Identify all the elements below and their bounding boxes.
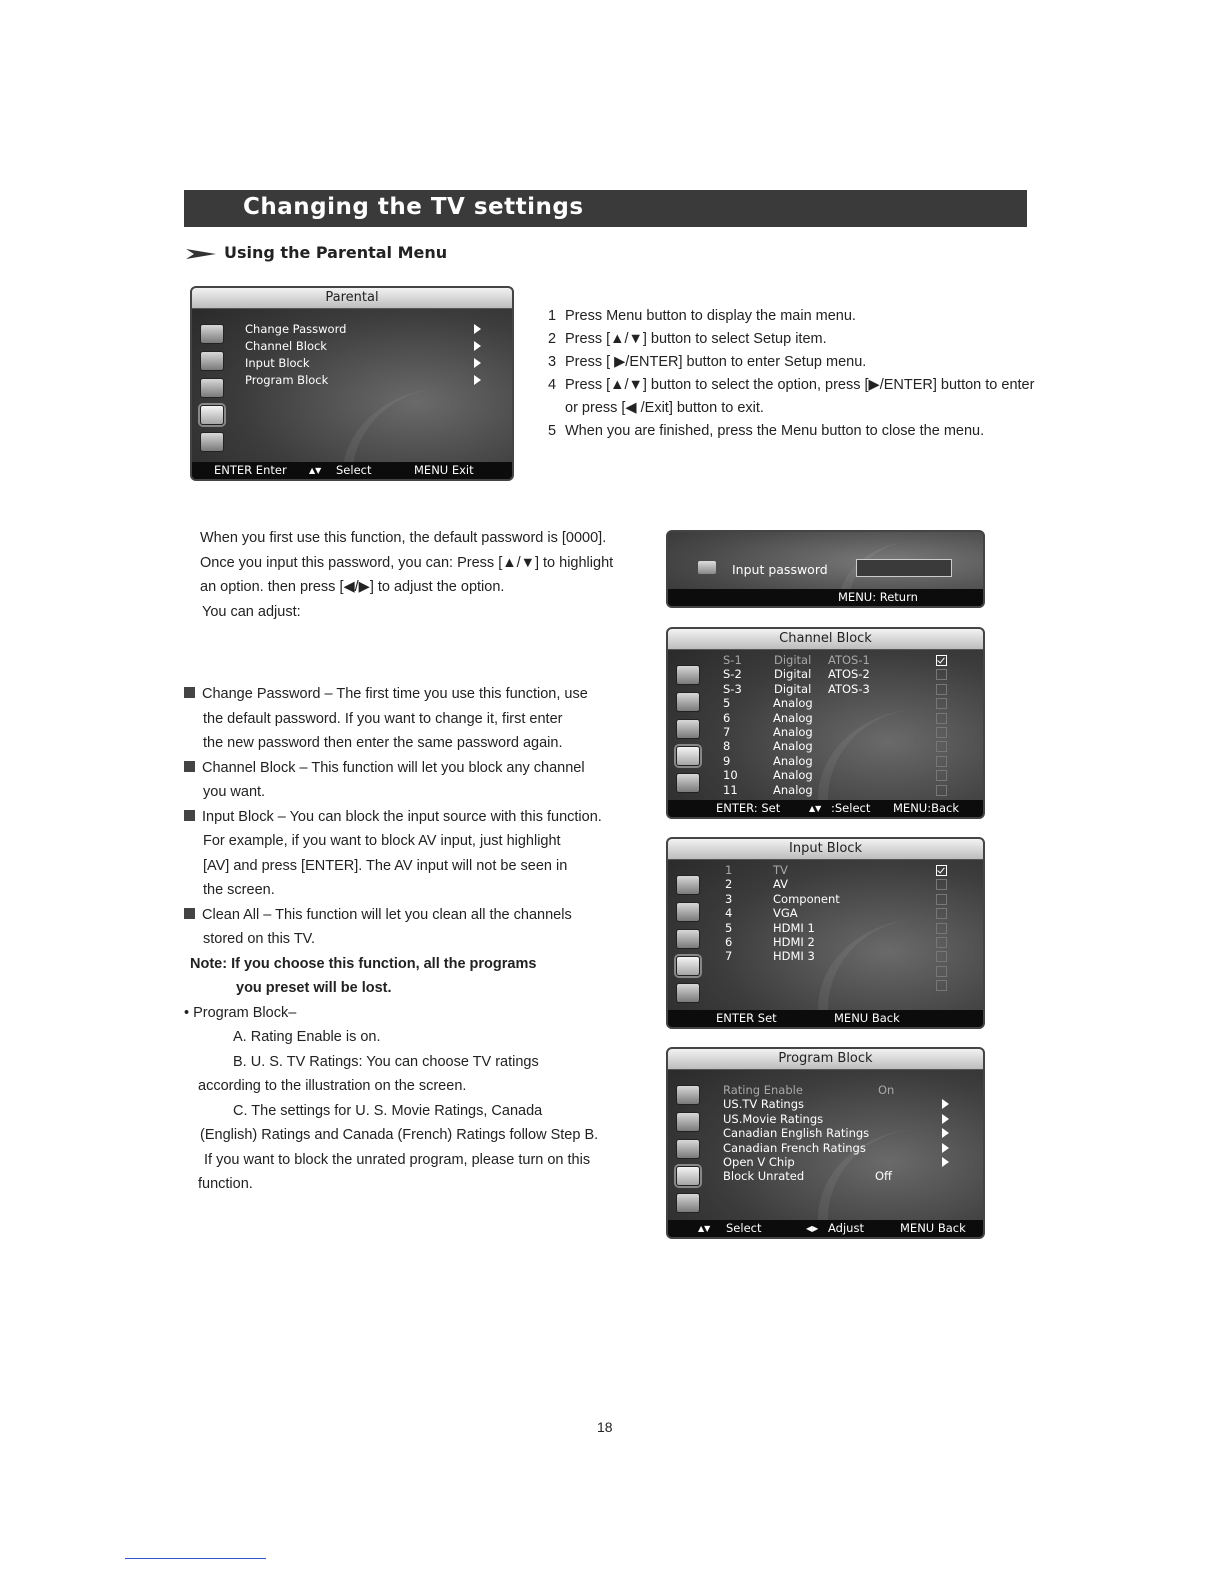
channel-number: 5 bbox=[723, 696, 731, 711]
sound-icon bbox=[200, 351, 224, 371]
footer-exit: MENU Exit bbox=[414, 463, 474, 477]
block-checkbox[interactable] bbox=[936, 980, 947, 991]
step-item: 5 When you are finished, press the Menu button to close the menu. bbox=[548, 423, 985, 439]
arrow-icon bbox=[186, 248, 216, 260]
feature-list: Change Password – The first time you use this function, use the default password. If you want to change it, first enter the new password then enter the same password again. Channel Block – This function will let you block any channel you want. Input Block – You can block the input source with this function. For example, if you want to block AV input, just highlight [AV] and press [ENTER]. The AV input will not be seen in the screen. Clean All – This function will let you clean all the channels stored on this TV. Note: If you choose this function, all the programs you preset will be lost. • Program Block– A. Rating Enable is on. B. U. S. TV Ratings: You can choose TV ratings according to the illustration on the screen. C. The settings for U. S. Movie Ratings, Canada (English) Ratings and Canada (French) Ratings follow Step B. If you want to block the unrated program, please turn on this function. bbox=[184, 682, 644, 1197]
input-number: 7 bbox=[725, 949, 733, 964]
step-item: 1 Press Menu button to display the main menu. bbox=[548, 308, 856, 324]
program-option[interactable]: Canadian English Ratings bbox=[723, 1126, 870, 1141]
arrow-right-icon bbox=[942, 1157, 949, 1167]
input-name: TV bbox=[773, 863, 788, 877]
parental-icon bbox=[676, 746, 700, 766]
menu-item-input-block[interactable]: Input Block bbox=[245, 356, 310, 370]
channel-number: 9 bbox=[723, 753, 731, 768]
channel-icon bbox=[676, 1193, 700, 1213]
program-block-footer: ▲▼ Select ◀▶ Adjust MENU Back bbox=[668, 1220, 983, 1237]
channel-type: Analog bbox=[773, 753, 813, 768]
step-item: 3 Press [ ▶/ENTER] button to enter Setup menu. bbox=[548, 354, 867, 370]
parental-menu-title: Parental bbox=[192, 288, 512, 309]
note: Note: If you choose this function, all the programs bbox=[190, 955, 537, 972]
program-block-title: Program Block bbox=[668, 1049, 983, 1070]
step-continuation: or press [◀ /Exit] button to exit. bbox=[565, 400, 764, 416]
block-checkbox[interactable] bbox=[936, 770, 947, 781]
bullet-channel-block: Channel Block – This function will let you block any channel bbox=[184, 756, 644, 781]
input-block-screen bbox=[666, 837, 985, 1029]
channel-name: ATOS-3 bbox=[828, 681, 870, 696]
arrow-right-icon bbox=[474, 324, 481, 334]
input-name: VGA bbox=[773, 906, 798, 921]
channel-number: 7 bbox=[723, 725, 731, 739]
menu-item-channel-block[interactable]: Channel Block bbox=[245, 339, 327, 353]
lock-icon bbox=[698, 561, 716, 574]
page-number: 18 bbox=[597, 1419, 613, 1435]
program-option[interactable]: Block Unrated bbox=[723, 1169, 805, 1184]
password-label: Input password bbox=[732, 562, 828, 577]
step-item: 4 Press [▲/▼] button to select the option, press [▶/ENTER] button to enter bbox=[548, 377, 1035, 393]
input-number: 5 bbox=[725, 920, 733, 935]
sound-icon bbox=[676, 902, 700, 922]
channel-number: 8 bbox=[723, 739, 731, 754]
arrow-right-icon bbox=[942, 1114, 949, 1124]
block-checkbox[interactable] bbox=[936, 684, 947, 695]
block-checkbox[interactable] bbox=[936, 741, 947, 752]
password-footer: MENU: Return bbox=[668, 589, 983, 606]
channel-number: S-3 bbox=[723, 681, 742, 696]
channel-type: Analog bbox=[773, 696, 813, 711]
updown-icon: ▲▼ bbox=[809, 804, 822, 813]
program-block-screen bbox=[666, 1047, 985, 1239]
menu-item-program-block[interactable]: Program Block bbox=[245, 373, 329, 387]
parental-menu-screen bbox=[190, 286, 514, 481]
block-checkbox[interactable] bbox=[936, 923, 947, 934]
channel-type: Analog bbox=[773, 710, 813, 725]
input-name: HDMI 2 bbox=[773, 935, 815, 949]
block-checkbox[interactable] bbox=[936, 655, 947, 666]
program-option[interactable]: US.Movie Ratings bbox=[723, 1111, 824, 1126]
picture-icon bbox=[676, 1085, 700, 1105]
footer-select: Select bbox=[336, 463, 372, 477]
input-name: HDMI 3 bbox=[773, 949, 815, 964]
channel-block-footer: ENTER: Set ▲▼ :Select MENU:Back bbox=[668, 800, 983, 817]
program-option-value: Off bbox=[875, 1169, 892, 1184]
picture-icon bbox=[676, 875, 700, 895]
step-item: 2 Press [▲/▼] button to select Setup item. bbox=[548, 331, 827, 347]
setup-icon bbox=[676, 929, 700, 949]
block-checkbox[interactable] bbox=[936, 698, 947, 709]
sound-icon bbox=[676, 692, 700, 712]
block-checkbox[interactable] bbox=[936, 908, 947, 919]
channel-block-title: Channel Block bbox=[668, 629, 983, 650]
menu-icon-column bbox=[676, 665, 702, 800]
arrow-right-icon bbox=[942, 1099, 949, 1109]
arrow-right-icon bbox=[474, 358, 481, 368]
channel-type: Digital bbox=[774, 653, 812, 667]
channel-type: Analog bbox=[773, 725, 813, 739]
block-checkbox[interactable] bbox=[936, 879, 947, 890]
menu-item-change-password[interactable]: Change Password bbox=[245, 322, 347, 336]
footer-divider bbox=[125, 1558, 266, 1559]
input-name: AV bbox=[773, 877, 788, 892]
channel-block-screen bbox=[666, 627, 985, 819]
program-option[interactable]: US.TV Ratings bbox=[723, 1097, 804, 1112]
input-number: 6 bbox=[725, 935, 733, 949]
setup-icon bbox=[676, 719, 700, 739]
program-option[interactable]: Canadian French Ratings bbox=[723, 1140, 866, 1155]
input-block-title: Input Block bbox=[668, 839, 983, 860]
channel-number: S-1 bbox=[723, 653, 742, 667]
menu-icon-column bbox=[200, 324, 226, 459]
block-checkbox[interactable] bbox=[936, 785, 947, 796]
picture-icon bbox=[200, 324, 224, 344]
input-number: 1 bbox=[725, 863, 733, 877]
channel-number: S-2 bbox=[723, 667, 742, 682]
subheading-text: Using the Parental Menu bbox=[224, 243, 448, 262]
parental-icon bbox=[676, 1166, 700, 1186]
intro-paragraph: When you first use this function, the default password is [0000]. Once you input this password, you can: Press [▲/▼] to highlight an option. then press [◀/▶] to adjust the option. You can adjust: bbox=[200, 530, 614, 620]
leftright-icon: ◀▶ bbox=[806, 1224, 819, 1233]
subheading bbox=[186, 243, 447, 262]
updown-icon: ▲▼ bbox=[309, 466, 322, 475]
channel-name: ATOS-1 bbox=[828, 653, 870, 667]
parental-icon bbox=[676, 956, 700, 976]
menu-icon-column bbox=[676, 875, 702, 1010]
block-checkbox[interactable] bbox=[936, 865, 947, 876]
input-number: 4 bbox=[725, 906, 733, 921]
program-option-value: On bbox=[878, 1083, 895, 1097]
block-checkbox[interactable] bbox=[936, 966, 947, 977]
channel-number: 6 bbox=[723, 710, 731, 725]
bullet-clean-all: Clean All – This function will let you clean all the channels bbox=[184, 903, 644, 928]
program-option[interactable]: Rating Enable bbox=[723, 1083, 803, 1097]
arrow-right-icon bbox=[942, 1128, 949, 1138]
input-block-footer: ENTER Set MENU Back bbox=[668, 1010, 983, 1027]
parental-icon bbox=[200, 405, 224, 425]
block-checkbox[interactable] bbox=[936, 727, 947, 738]
password-input[interactable] bbox=[856, 559, 952, 577]
arrow-right-icon bbox=[942, 1143, 949, 1153]
channel-number: 10 bbox=[723, 768, 738, 783]
channel-type: Digital bbox=[774, 667, 812, 682]
footer-enter: ENTER Enter bbox=[214, 463, 287, 477]
page-title: Changing the TV settings bbox=[243, 194, 584, 220]
parental-menu-footer bbox=[192, 462, 512, 479]
section-title-bar bbox=[184, 190, 1027, 227]
channel-type: Analog bbox=[773, 768, 813, 783]
program-option[interactable]: Open V Chip bbox=[723, 1155, 795, 1169]
block-checkbox[interactable] bbox=[936, 894, 947, 905]
channel-icon bbox=[676, 773, 700, 793]
channel-type: Analog bbox=[773, 782, 813, 797]
steps-list bbox=[548, 305, 1048, 443]
channel-type: Analog bbox=[773, 739, 813, 754]
input-name: Component bbox=[773, 891, 840, 906]
block-checkbox[interactable] bbox=[936, 756, 947, 767]
block-checkbox[interactable] bbox=[936, 713, 947, 724]
arrow-right-icon bbox=[474, 375, 481, 385]
channel-name: ATOS-2 bbox=[828, 667, 870, 682]
input-name: HDMI 1 bbox=[773, 920, 815, 935]
channel-icon bbox=[676, 983, 700, 1003]
arrow-right-icon bbox=[474, 341, 481, 351]
input-number: 2 bbox=[725, 877, 733, 892]
input-number: 3 bbox=[725, 891, 733, 906]
block-checkbox[interactable] bbox=[936, 669, 947, 680]
block-checkbox[interactable] bbox=[936, 951, 947, 962]
picture-icon bbox=[676, 665, 700, 685]
setup-icon bbox=[200, 378, 224, 398]
sound-icon bbox=[676, 1112, 700, 1132]
password-dialog bbox=[666, 530, 985, 608]
bullet-change-password: Change Password – The first time you use this function, use bbox=[184, 682, 644, 707]
channel-type: Digital bbox=[774, 681, 812, 696]
channel-icon bbox=[200, 432, 224, 452]
menu-icon-column bbox=[676, 1085, 702, 1220]
updown-icon: ▲▼ bbox=[698, 1224, 711, 1233]
block-checkbox[interactable] bbox=[936, 937, 947, 948]
bullet-input-block: Input Block – You can block the input source with this function. bbox=[184, 805, 644, 830]
channel-number: 11 bbox=[723, 782, 738, 797]
setup-icon bbox=[676, 1139, 700, 1159]
